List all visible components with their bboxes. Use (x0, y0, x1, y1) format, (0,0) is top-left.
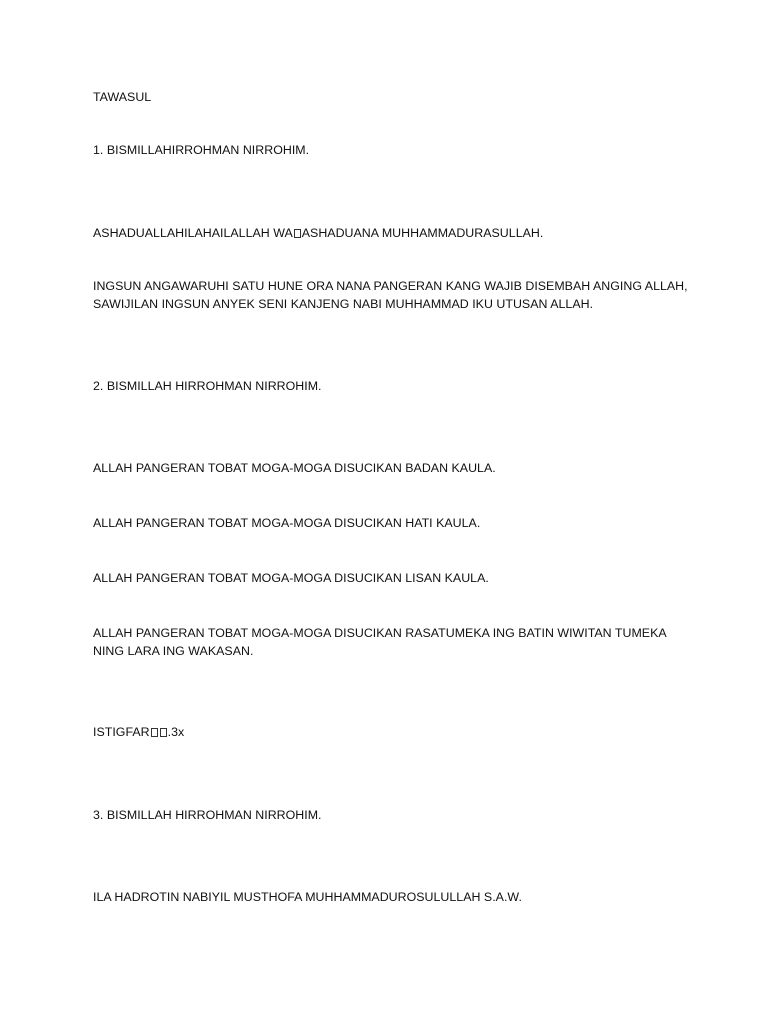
paragraph-syahadat-translation: INGSUN ANGAWARUHI SATU HUNE ORA NANA PANGERAN KANG WAJIB DISEMBAH ANGING ALLAH, SAWIJILAN INGSUN ANYEK SENI KANJENG NABI MUHHAMMAD IKU UTUSAN ALLAH. (93, 279, 688, 311)
paragraph-bismillah-1: 1. BISMILLAHIRROHMAN NIRROHIM. (93, 143, 310, 157)
istigfar-label: ISTIGFAR (93, 725, 150, 739)
missing-glyph-icon (294, 229, 301, 238)
paragraph-istigfar (93, 723, 693, 741)
missing-glyph-icon (151, 728, 158, 737)
paragraph-tobat-hati: ALLAH PANGERAN TOBAT MOGA-MOGA DISUCIKAN HATI KAULA. (93, 516, 481, 530)
document-title: TAWASUL (93, 90, 152, 104)
paragraph-tobat-rasa: ALLAH PANGERAN TOBAT MOGA-MOGA DISUCIKAN RASATUMEKA ING BATIN WIWITAN TUMEKA NING LARA ING WAKASAN. (93, 626, 666, 658)
paragraph-bismillah-3: 3. BISMILLAH HIRROHMAN NIRROHIM. (93, 808, 322, 822)
missing-glyph-icon (160, 728, 167, 737)
paragraph-tobat-badan: ALLAH PANGERAN TOBAT MOGA-MOGA DISUCIKAN BADAN KAULA. (93, 461, 496, 475)
syahadat-part-1: ASHADUALLAHILAHAILALLAH WA (93, 226, 293, 240)
paragraph-ila-hadrotin: ILA HADROTIN NABIYIL MUSTHOFA MUHHAMMADUROSULULLAH S.A.W. (93, 890, 522, 904)
paragraph-bismillah-2: 2. BISMILLAH HIRROHMAN NIRROHIM. (93, 379, 322, 393)
paragraph-syahadat (93, 224, 693, 242)
paragraph-tobat-lisan: ALLAH PANGERAN TOBAT MOGA-MOGA DISUCIKAN LISAN KAULA. (93, 571, 489, 585)
istigfar-count: .3x (167, 725, 185, 739)
syahadat-part-2: ASHADUANA MUHHAMMADURASULLAH. (301, 226, 544, 240)
